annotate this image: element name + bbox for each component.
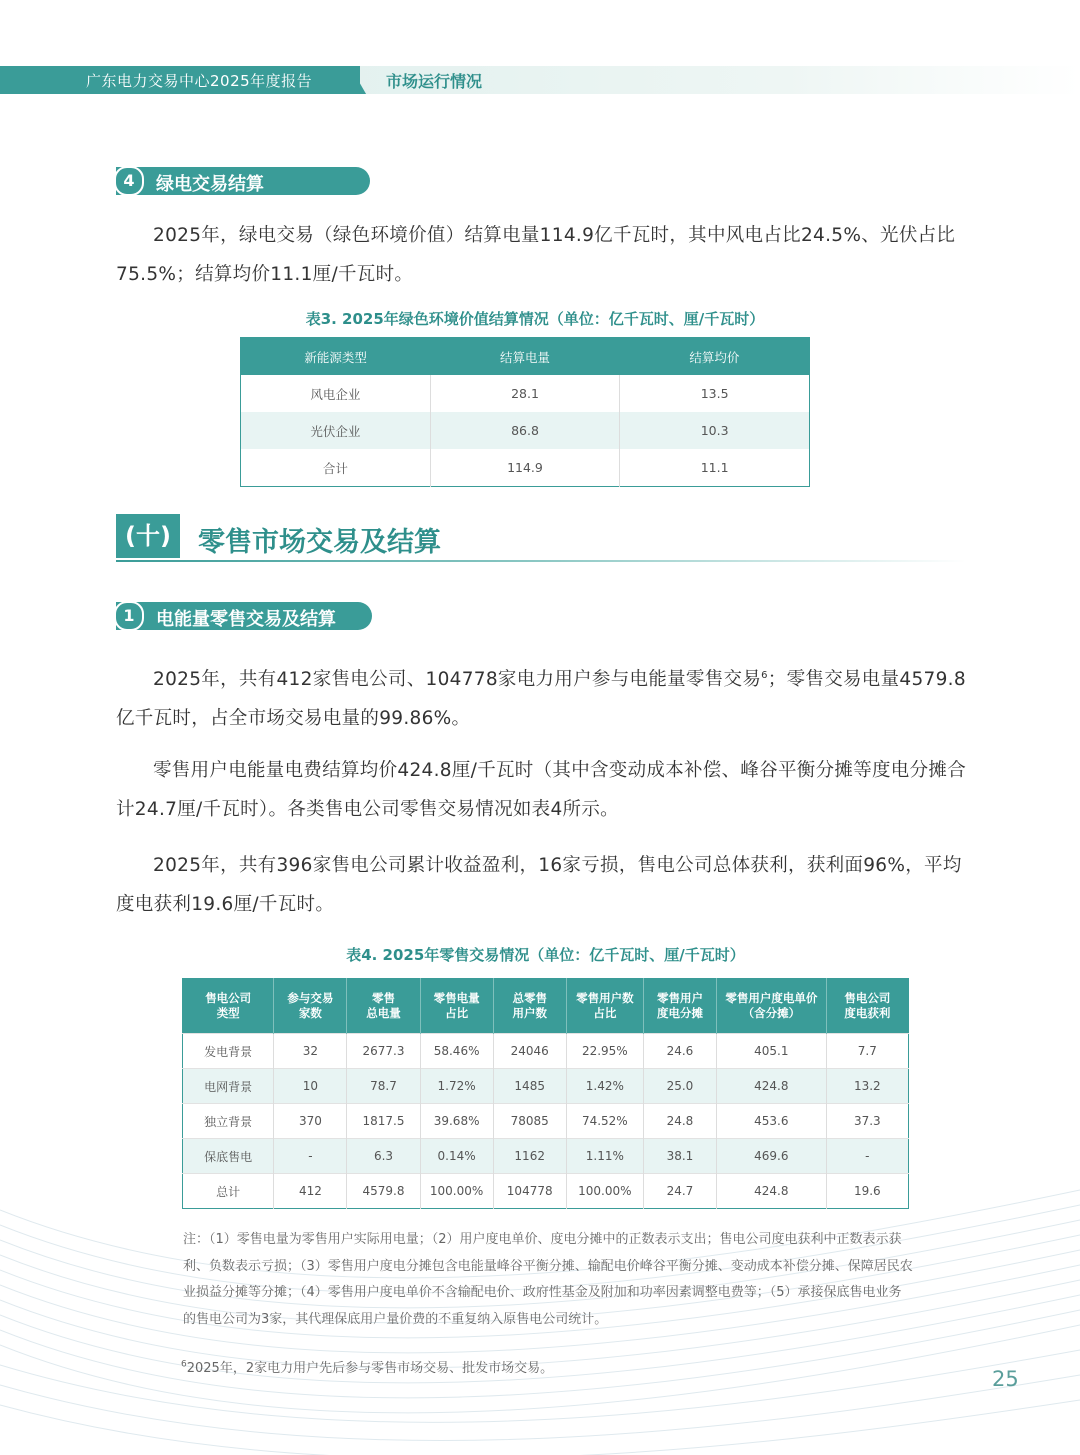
retail-heading	[116, 602, 372, 630]
heading-number-badge: 4	[114, 166, 144, 196]
section-banner	[116, 514, 966, 562]
table-cell: 19.6	[826, 1174, 908, 1209]
table-row	[183, 1104, 909, 1139]
table-cell: 发电背景	[183, 1034, 274, 1069]
table-cell: 39.68%	[420, 1104, 493, 1139]
table-row	[183, 1069, 909, 1104]
table-cell: 1485	[493, 1069, 566, 1104]
table-cell: 13.5	[700, 386, 729, 401]
page-number: 25	[992, 1367, 1019, 1391]
table-note: 注：（1）零售电量为零售用户实际用电量；（2）用户度电单价、度电分摊中的正数表示支出；售电公司度电获利中正数表示获利、负数表示亏损；（3）零售用户度电分摊包含电能量峰谷平衡分摊、输配电价峰谷平衡分摊、变动成本补偿分摊、保障居民农业损益分摊等分摊；（4）零售用户度电单价不含输配电价、政府性基金及附加和功率因素调整电费等；（5）承接保底售电业务的售电公司为3家，其代理保底用户量价费的不重复纳入原售电公司统计。	[183, 1232, 913, 1327]
table-cell: 100.00%	[566, 1174, 643, 1209]
table-header: 零售电量 占比	[420, 979, 493, 1034]
retail-paragraph-2: 零售用户电能量电费结算均价424.8厘/千瓦时（其中含变动成本补偿、峰谷平衡分摊等度电分摊合计24.7厘/千瓦时）。各类售电公司零售交易情况如表4所示。	[116, 760, 966, 820]
table-row	[183, 1139, 909, 1174]
table-cell: 总计	[183, 1174, 274, 1209]
table-cell: 0.14%	[420, 1139, 493, 1174]
table-cell: 10	[274, 1069, 347, 1104]
table-header: 参与交易 家数	[274, 979, 347, 1034]
table-cell: 11.1	[700, 460, 729, 475]
table3-caption: 表3. 2025年绿色环境价值结算情况（单位：亿千瓦时、厘/千瓦时）	[305, 310, 765, 328]
table-cell: 6.3	[347, 1139, 420, 1174]
table-cell: 32	[274, 1034, 347, 1069]
report-title: 广东电力交易中心2025年度报告	[86, 72, 313, 90]
paragraph-text: 2025年，共有412家售电公司、104778家电力用户参与电能量零售交易	[153, 669, 762, 691]
table-cell: 25.0	[643, 1069, 716, 1104]
table-cell: 424.8	[717, 1174, 827, 1209]
table4-caption: 表4. 2025年零售交易情况（单位：亿千瓦时、厘/千瓦时）	[346, 946, 745, 964]
table-cell: 24.7	[643, 1174, 716, 1209]
retail-trade-table	[182, 978, 909, 1209]
table-cell: 24046	[493, 1034, 566, 1069]
table-cell: 1817.5	[347, 1104, 420, 1139]
heading-text: 电能量零售交易及结算	[156, 609, 336, 630]
table-header: 结算均价	[620, 338, 810, 376]
table-cell: 1.72%	[420, 1069, 493, 1104]
section-underline	[116, 560, 966, 562]
table-cell: 1.11%	[566, 1139, 643, 1174]
table-cell: 4579.8	[347, 1174, 420, 1209]
table-cell: 保底售电	[183, 1139, 274, 1174]
table-row	[241, 449, 810, 487]
table-cell: 38.1	[643, 1139, 716, 1174]
retail-paragraph-1	[116, 656, 966, 738]
table-row	[183, 1174, 909, 1209]
table-cell: 合计	[241, 449, 431, 487]
table-cell: 37.3	[826, 1104, 908, 1139]
footnote-marker: 6	[761, 670, 768, 681]
table-cell: 1162	[493, 1139, 566, 1174]
footnote-text: 2025年，2家电力用户先后参与零售市场交易、批发市场交易。	[186, 1361, 554, 1376]
table-cell: -	[826, 1139, 908, 1174]
table-row	[183, 1034, 909, 1069]
table-cell: 74.52%	[566, 1104, 643, 1139]
table-cell: 13.2	[826, 1069, 908, 1104]
table-cell: 独立背景	[183, 1104, 274, 1139]
table-cell: 24.6	[643, 1034, 716, 1069]
table-cell: 100.00%	[420, 1174, 493, 1209]
table-row	[241, 375, 810, 412]
table-cell: 24.8	[643, 1104, 716, 1139]
table-cell: 光伏企业	[241, 412, 431, 449]
footnote-marker: 6	[181, 1359, 187, 1370]
table-cell: 86.8	[430, 412, 620, 449]
table-header: 零售用户 度电分摊	[643, 979, 716, 1034]
table-cell: 78085	[493, 1104, 566, 1139]
footnote	[181, 1357, 553, 1376]
table-cell: 453.6	[717, 1104, 827, 1139]
table-cell: 114.9	[430, 449, 620, 487]
section-number: (十)	[116, 514, 180, 558]
table-header: 结算电量	[430, 338, 620, 376]
table-cell: -	[274, 1139, 347, 1174]
section-title: 市场运行情况	[386, 72, 483, 91]
table-cell: 1.42%	[566, 1069, 643, 1104]
table-cell: 424.8	[717, 1069, 827, 1104]
table-cell: 78.7	[347, 1069, 420, 1104]
table-header: 零售用户度电单价 （含分摊）	[717, 979, 827, 1034]
section-heading: 零售市场交易及结算	[198, 527, 441, 558]
table-cell: 405.1	[717, 1034, 827, 1069]
table-cell: 电网背景	[183, 1069, 274, 1104]
table-cell: 7.7	[826, 1034, 908, 1069]
table-cell: 22.95%	[566, 1034, 643, 1069]
table-header: 售电公司 度电获利	[826, 979, 908, 1034]
heading-text: 绿电交易结算	[156, 174, 264, 195]
table-cell: 370	[274, 1104, 347, 1139]
table-header: 总零售 用户数	[493, 979, 566, 1034]
paragraph-text: ；零售交易电量4579.8亿千瓦时，占全市场交易电量的99.86%。	[116, 669, 966, 730]
table-header: 售电公司 类型	[183, 979, 274, 1034]
green-paragraph: 2025年，绿电交易（绿色环境价值）结算电量114.9亿千瓦时，其中风电占比24.5%、光伏占比75.5%；结算均价11.1厘/千瓦时。	[116, 225, 956, 285]
retail-paragraph-3: 2025年，共有396家售电公司累计收益盈利，16家亏损，售电公司总体获利，获利面96%，平均度电获利19.6厘/千瓦时。	[116, 855, 962, 915]
table-header: 新能源类型	[241, 338, 431, 376]
table-cell: 10.3	[620, 412, 810, 449]
table-header: 零售用户数 占比	[566, 979, 643, 1034]
green-settlement-table	[240, 337, 810, 487]
table-header: 零售 总电量	[347, 979, 420, 1034]
table-cell: 469.6	[717, 1139, 827, 1174]
table-cell: 28.1	[430, 375, 620, 412]
table-cell: 104778	[493, 1174, 566, 1209]
table-cell: 2677.3	[347, 1034, 420, 1069]
table-row	[241, 412, 810, 449]
table-cell: 风电企业	[241, 375, 431, 412]
table-cell: 412	[274, 1174, 347, 1209]
green-trade-heading	[116, 167, 370, 195]
page-header	[0, 66, 1080, 94]
heading-number-badge: 1	[114, 601, 144, 631]
table-cell: 58.46%	[420, 1034, 493, 1069]
